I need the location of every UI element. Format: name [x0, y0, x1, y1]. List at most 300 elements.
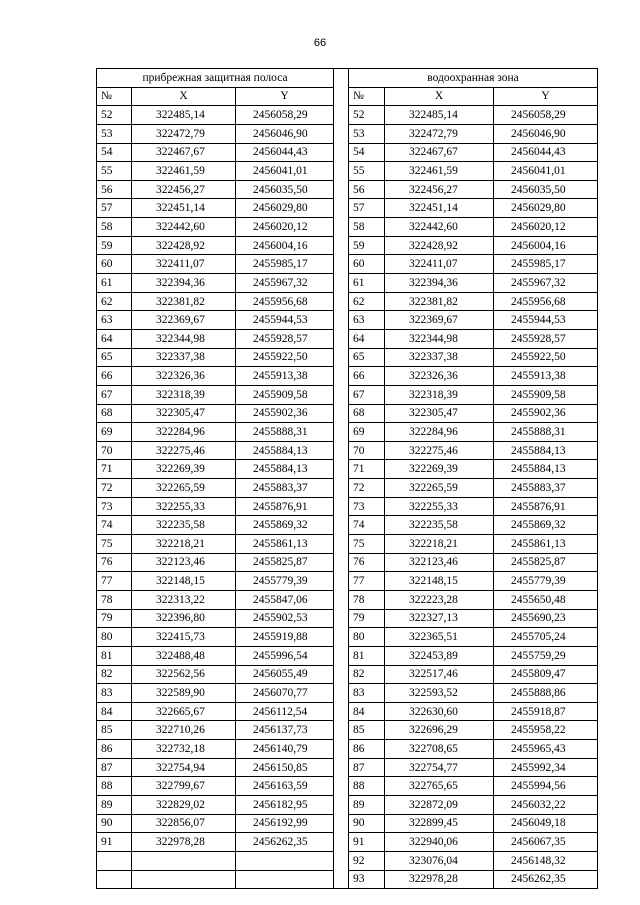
right-x-coordinate: 322411,07	[385, 255, 494, 274]
right-point-number: 73	[349, 497, 385, 516]
left-y-coordinate: 2455825,87	[236, 553, 334, 572]
left-point-number: 67	[97, 385, 132, 404]
left-y-coordinate: 2456070,77	[236, 684, 334, 703]
right-point-number: 72	[349, 479, 385, 498]
table-row	[97, 311, 598, 330]
right-point-number: 90	[349, 814, 385, 833]
left-y-coordinate: 2456140,79	[236, 740, 334, 759]
right-y-coordinate: 2456032,22	[494, 795, 598, 814]
right-y-coordinate: 2455992,34	[494, 758, 598, 777]
right-y-coordinate: 2455913,38	[494, 367, 598, 386]
left-x-coordinate: 322369,67	[132, 311, 236, 330]
table-row	[97, 665, 598, 684]
right-y-coordinate: 2455809,47	[494, 665, 598, 684]
left-point-number: 63	[97, 311, 132, 330]
left-y-coordinate: 2456192,99	[236, 814, 334, 833]
left-x-coordinate: 322313,22	[132, 590, 236, 609]
left-y-coordinate: 2455902,53	[236, 609, 334, 628]
left-x-coordinate: 322344,98	[132, 329, 236, 348]
right-x-coordinate: 322978,28	[385, 870, 494, 889]
right-y-coordinate: 2455902,36	[494, 404, 598, 423]
left-x-coordinate: 322318,39	[132, 385, 236, 404]
left-y-coordinate: 2456029,80	[236, 199, 334, 218]
column-gap	[334, 106, 349, 125]
column-gap	[334, 143, 349, 162]
right-point-number: 77	[349, 572, 385, 591]
table-row	[97, 274, 598, 293]
table-row	[97, 292, 598, 311]
left-y-coordinate: 2456262,35	[236, 833, 334, 852]
right-x-coordinate: 322451,14	[385, 199, 494, 218]
table-row	[97, 348, 598, 367]
right-point-number: 91	[349, 833, 385, 852]
right-point-number: 55	[349, 162, 385, 181]
right-x-coordinate: 322327,13	[385, 609, 494, 628]
column-gap	[334, 348, 349, 367]
right-point-number: 92	[349, 851, 385, 870]
right-y-coordinate: 2455825,87	[494, 553, 598, 572]
right-y-coordinate: 2455967,32	[494, 274, 598, 293]
right-point-number: 65	[349, 348, 385, 367]
column-gap	[334, 292, 349, 311]
right-point-number: 67	[349, 385, 385, 404]
column-header-row	[97, 87, 598, 106]
table-row	[97, 479, 598, 498]
left-point-number: 52	[97, 106, 132, 125]
table-row	[97, 367, 598, 386]
table-row	[97, 143, 598, 162]
column-gap	[334, 329, 349, 348]
right-point-number: 75	[349, 535, 385, 554]
left-y-coordinate: 2455883,37	[236, 479, 334, 498]
column-gap	[334, 758, 349, 777]
left-point-number: 88	[97, 777, 132, 796]
table-row	[97, 255, 598, 274]
column-gap	[334, 274, 349, 293]
right-x-coordinate: 322326,36	[385, 367, 494, 386]
right-x-coordinate: 322765,65	[385, 777, 494, 796]
column-gap	[334, 609, 349, 628]
right-point-number: 84	[349, 702, 385, 721]
left-section-title: прибрежная защитная полоса	[97, 69, 334, 88]
right-point-number: 60	[349, 255, 385, 274]
right-point-number: 93	[349, 870, 385, 889]
right-point-number: 88	[349, 777, 385, 796]
right-y-coordinate: 2456035,50	[494, 180, 598, 199]
right-y-coordinate: 2456262,35	[494, 870, 598, 889]
left-point-number: 84	[97, 702, 132, 721]
left-y-coordinate: 2455919,88	[236, 628, 334, 647]
column-gap	[334, 497, 349, 516]
left-y-coordinate: 2455922,50	[236, 348, 334, 367]
left-x-coordinate: 322799,67	[132, 777, 236, 796]
right-point-number: 87	[349, 758, 385, 777]
right-y-coordinate: 2455944,53	[494, 311, 598, 330]
table-row	[97, 795, 598, 814]
column-gap	[334, 814, 349, 833]
table-row	[97, 590, 598, 609]
left-y-coordinate: 2456182,95	[236, 795, 334, 814]
table-row	[97, 404, 598, 423]
right-point-number: 68	[349, 404, 385, 423]
right-x-coordinate: 322696,29	[385, 721, 494, 740]
column-gap	[334, 870, 349, 889]
left-header-x: X	[132, 87, 236, 106]
left-y-coordinate: 2455884,13	[236, 460, 334, 479]
right-x-coordinate: 322754,77	[385, 758, 494, 777]
left-point-number: 53	[97, 124, 132, 143]
right-point-number: 58	[349, 218, 385, 237]
left-x-coordinate: 322381,82	[132, 292, 236, 311]
table-row	[97, 180, 598, 199]
right-y-coordinate: 2455883,37	[494, 479, 598, 498]
left-x-coordinate: 322326,36	[132, 367, 236, 386]
table-row	[97, 870, 598, 889]
left-x-coordinate: 322710,26	[132, 721, 236, 740]
right-point-number: 81	[349, 646, 385, 665]
left-point-number: 83	[97, 684, 132, 703]
left-point-number: 79	[97, 609, 132, 628]
left-y-coordinate: 2456046,90	[236, 124, 334, 143]
left-point-number: 62	[97, 292, 132, 311]
right-point-number: 53	[349, 124, 385, 143]
left-y-coordinate: 2455902,36	[236, 404, 334, 423]
table-row	[97, 572, 598, 591]
left-point-number: 78	[97, 590, 132, 609]
right-point-number: 83	[349, 684, 385, 703]
column-gap	[334, 590, 349, 609]
table-row	[97, 423, 598, 442]
left-y-coordinate	[236, 851, 334, 870]
right-point-number: 78	[349, 590, 385, 609]
left-y-coordinate: 2455956,68	[236, 292, 334, 311]
left-x-coordinate: 322284,96	[132, 423, 236, 442]
left-point-number: 59	[97, 236, 132, 255]
table-row	[97, 460, 598, 479]
right-x-coordinate: 322344,98	[385, 329, 494, 348]
right-x-coordinate: 322265,59	[385, 479, 494, 498]
column-gap	[334, 367, 349, 386]
column-gap	[334, 404, 349, 423]
right-point-number: 71	[349, 460, 385, 479]
left-x-coordinate: 322415,73	[132, 628, 236, 647]
right-y-coordinate: 2455928,57	[494, 329, 598, 348]
left-point-number: 75	[97, 535, 132, 554]
left-x-coordinate: 322856,07	[132, 814, 236, 833]
left-x-coordinate: 322305,47	[132, 404, 236, 423]
left-y-coordinate	[236, 870, 334, 889]
table-row	[97, 124, 598, 143]
left-x-coordinate	[132, 851, 236, 870]
right-y-coordinate: 2455918,87	[494, 702, 598, 721]
right-y-coordinate: 2456049,18	[494, 814, 598, 833]
table-row	[97, 236, 598, 255]
right-point-number: 57	[349, 199, 385, 218]
right-y-coordinate: 2455869,32	[494, 516, 598, 535]
left-point-number: 69	[97, 423, 132, 442]
right-y-coordinate: 2455861,13	[494, 535, 598, 554]
left-y-coordinate: 2455928,57	[236, 329, 334, 348]
right-point-number: 79	[349, 609, 385, 628]
left-y-coordinate: 2456058,29	[236, 106, 334, 125]
table-row	[97, 162, 598, 181]
column-gap	[334, 162, 349, 181]
table-row	[97, 385, 598, 404]
right-y-coordinate: 2455994,56	[494, 777, 598, 796]
left-x-coordinate: 322148,15	[132, 572, 236, 591]
left-point-number: 66	[97, 367, 132, 386]
left-y-coordinate: 2455944,53	[236, 311, 334, 330]
right-point-number: 66	[349, 367, 385, 386]
left-x-coordinate: 322265,59	[132, 479, 236, 498]
right-x-coordinate: 323076,04	[385, 851, 494, 870]
column-gap	[334, 646, 349, 665]
right-x-coordinate: 322305,47	[385, 404, 494, 423]
left-point-number: 85	[97, 721, 132, 740]
left-point-number: 90	[97, 814, 132, 833]
right-header-x: X	[385, 87, 494, 106]
right-y-coordinate: 2455888,86	[494, 684, 598, 703]
left-point-number: 91	[97, 833, 132, 852]
table-row	[97, 758, 598, 777]
right-header-number: №	[349, 87, 385, 106]
left-x-coordinate: 322732,18	[132, 740, 236, 759]
right-x-coordinate: 322442,60	[385, 218, 494, 237]
left-y-coordinate: 2455996,54	[236, 646, 334, 665]
left-point-number: 70	[97, 441, 132, 460]
right-y-coordinate: 2456148,32	[494, 851, 598, 870]
right-point-number: 69	[349, 423, 385, 442]
left-x-coordinate: 322461,59	[132, 162, 236, 181]
left-point-number: 89	[97, 795, 132, 814]
table-row	[97, 702, 598, 721]
right-point-number: 82	[349, 665, 385, 684]
left-y-coordinate: 2455869,32	[236, 516, 334, 535]
right-x-coordinate: 322872,09	[385, 795, 494, 814]
column-gap	[334, 69, 349, 88]
table-row	[97, 497, 598, 516]
right-x-coordinate: 322123,46	[385, 553, 494, 572]
left-point-number: 56	[97, 180, 132, 199]
left-x-coordinate: 322428,92	[132, 236, 236, 255]
right-x-coordinate: 322517,46	[385, 665, 494, 684]
right-y-coordinate: 2456058,29	[494, 106, 598, 125]
left-y-coordinate: 2456044,43	[236, 143, 334, 162]
right-x-coordinate: 322940,06	[385, 833, 494, 852]
left-x-coordinate: 322396,80	[132, 609, 236, 628]
left-point-number: 54	[97, 143, 132, 162]
table-body	[97, 106, 598, 889]
left-y-coordinate: 2455888,31	[236, 423, 334, 442]
right-x-coordinate: 322255,33	[385, 497, 494, 516]
right-x-coordinate: 322275,46	[385, 441, 494, 460]
left-y-coordinate: 2456163,59	[236, 777, 334, 796]
table-row	[97, 218, 598, 237]
left-x-coordinate	[132, 870, 236, 889]
table-row	[97, 833, 598, 852]
left-y-coordinate: 2456137,73	[236, 721, 334, 740]
column-gap	[334, 180, 349, 199]
right-y-coordinate: 2455884,13	[494, 460, 598, 479]
column-gap	[334, 684, 349, 703]
column-gap	[334, 255, 349, 274]
left-x-coordinate: 322472,79	[132, 124, 236, 143]
right-y-coordinate: 2455876,91	[494, 497, 598, 516]
column-gap	[334, 218, 349, 237]
column-gap	[334, 535, 349, 554]
right-header-y: Y	[494, 87, 598, 106]
right-x-coordinate: 322284,96	[385, 423, 494, 442]
left-x-coordinate: 322451,14	[132, 199, 236, 218]
right-x-coordinate: 322369,67	[385, 311, 494, 330]
table-row	[97, 106, 598, 125]
left-x-coordinate: 322411,07	[132, 255, 236, 274]
right-y-coordinate: 2456044,43	[494, 143, 598, 162]
left-x-coordinate: 322485,14	[132, 106, 236, 125]
column-gap	[334, 833, 349, 852]
right-point-number: 63	[349, 311, 385, 330]
left-y-coordinate: 2456004,16	[236, 236, 334, 255]
left-point-number: 81	[97, 646, 132, 665]
right-y-coordinate: 2455985,17	[494, 255, 598, 274]
right-point-number: 54	[349, 143, 385, 162]
left-point-number: 61	[97, 274, 132, 293]
left-y-coordinate: 2456041,01	[236, 162, 334, 181]
left-x-coordinate: 322235,58	[132, 516, 236, 535]
column-gap	[334, 740, 349, 759]
left-point-number: 86	[97, 740, 132, 759]
column-gap	[334, 87, 349, 106]
right-x-coordinate: 322708,65	[385, 740, 494, 759]
left-y-coordinate: 2456112,54	[236, 702, 334, 721]
column-gap	[334, 124, 349, 143]
left-y-coordinate: 2455876,91	[236, 497, 334, 516]
right-point-number: 59	[349, 236, 385, 255]
left-point-number: 72	[97, 479, 132, 498]
left-x-coordinate: 322442,60	[132, 218, 236, 237]
right-y-coordinate: 2456020,12	[494, 218, 598, 237]
left-y-coordinate: 2455985,17	[236, 255, 334, 274]
right-y-coordinate: 2455956,68	[494, 292, 598, 311]
column-gap	[334, 516, 349, 535]
left-y-coordinate: 2455909,58	[236, 385, 334, 404]
left-x-coordinate: 322754,94	[132, 758, 236, 777]
right-x-coordinate: 322593,52	[385, 684, 494, 703]
right-x-coordinate: 322337,38	[385, 348, 494, 367]
left-x-coordinate: 322394,36	[132, 274, 236, 293]
left-y-coordinate: 2455967,32	[236, 274, 334, 293]
right-point-number: 64	[349, 329, 385, 348]
left-x-coordinate: 322978,28	[132, 833, 236, 852]
left-header-number: №	[97, 87, 132, 106]
column-gap	[334, 423, 349, 442]
table-row	[97, 740, 598, 759]
column-gap	[334, 572, 349, 591]
right-x-coordinate: 322218,21	[385, 535, 494, 554]
left-y-coordinate: 2456035,50	[236, 180, 334, 199]
left-point-number: 73	[97, 497, 132, 516]
left-point-number: 80	[97, 628, 132, 647]
left-x-coordinate: 322467,67	[132, 143, 236, 162]
left-point-number: 58	[97, 218, 132, 237]
left-y-coordinate: 2455779,39	[236, 572, 334, 591]
right-x-coordinate: 322453,89	[385, 646, 494, 665]
left-point-number: 64	[97, 329, 132, 348]
section-title-row	[97, 69, 598, 88]
left-point-number: 71	[97, 460, 132, 479]
left-y-coordinate: 2456020,12	[236, 218, 334, 237]
column-gap	[334, 665, 349, 684]
left-point-number: 57	[97, 199, 132, 218]
column-gap	[334, 385, 349, 404]
left-header-y: Y	[236, 87, 334, 106]
right-point-number: 61	[349, 274, 385, 293]
left-x-coordinate: 322456,27	[132, 180, 236, 199]
left-y-coordinate: 2455847,06	[236, 590, 334, 609]
right-point-number: 85	[349, 721, 385, 740]
right-y-coordinate: 2456041,01	[494, 162, 598, 181]
table-row	[97, 721, 598, 740]
right-y-coordinate: 2455650,48	[494, 590, 598, 609]
left-y-coordinate: 2455861,13	[236, 535, 334, 554]
right-y-coordinate: 2455779,39	[494, 572, 598, 591]
right-x-coordinate: 322381,82	[385, 292, 494, 311]
right-point-number: 56	[349, 180, 385, 199]
right-point-number: 52	[349, 106, 385, 125]
right-x-coordinate: 322235,58	[385, 516, 494, 535]
table-row	[97, 646, 598, 665]
right-x-coordinate: 322456,27	[385, 180, 494, 199]
page-number: 66	[313, 37, 327, 49]
left-x-coordinate: 322218,21	[132, 535, 236, 554]
right-x-coordinate: 322467,67	[385, 143, 494, 162]
right-point-number: 62	[349, 292, 385, 311]
left-x-coordinate: 322665,67	[132, 702, 236, 721]
column-gap	[334, 851, 349, 870]
right-section-title: водоохранная зона	[349, 69, 598, 88]
table-row	[97, 441, 598, 460]
table-row	[97, 329, 598, 348]
left-x-coordinate: 322829,02	[132, 795, 236, 814]
right-x-coordinate: 322148,15	[385, 572, 494, 591]
right-x-coordinate: 322269,39	[385, 460, 494, 479]
table-row	[97, 553, 598, 572]
right-point-number: 89	[349, 795, 385, 814]
right-y-coordinate: 2455888,31	[494, 423, 598, 442]
column-gap	[334, 777, 349, 796]
right-point-number: 86	[349, 740, 385, 759]
right-x-coordinate: 322318,39	[385, 385, 494, 404]
table-row	[97, 684, 598, 703]
table-row	[97, 516, 598, 535]
table-row	[97, 628, 598, 647]
right-y-coordinate: 2455909,58	[494, 385, 598, 404]
left-point-number: 68	[97, 404, 132, 423]
column-gap	[334, 236, 349, 255]
left-x-coordinate: 322255,33	[132, 497, 236, 516]
table-row	[97, 777, 598, 796]
left-x-coordinate: 322337,38	[132, 348, 236, 367]
table-row	[97, 199, 598, 218]
right-y-coordinate: 2455965,43	[494, 740, 598, 759]
right-x-coordinate: 322365,51	[385, 628, 494, 647]
right-x-coordinate: 322472,79	[385, 124, 494, 143]
column-gap	[334, 311, 349, 330]
table-row	[97, 609, 598, 628]
right-x-coordinate: 322461,59	[385, 162, 494, 181]
right-point-number: 76	[349, 553, 385, 572]
right-point-number: 80	[349, 628, 385, 647]
